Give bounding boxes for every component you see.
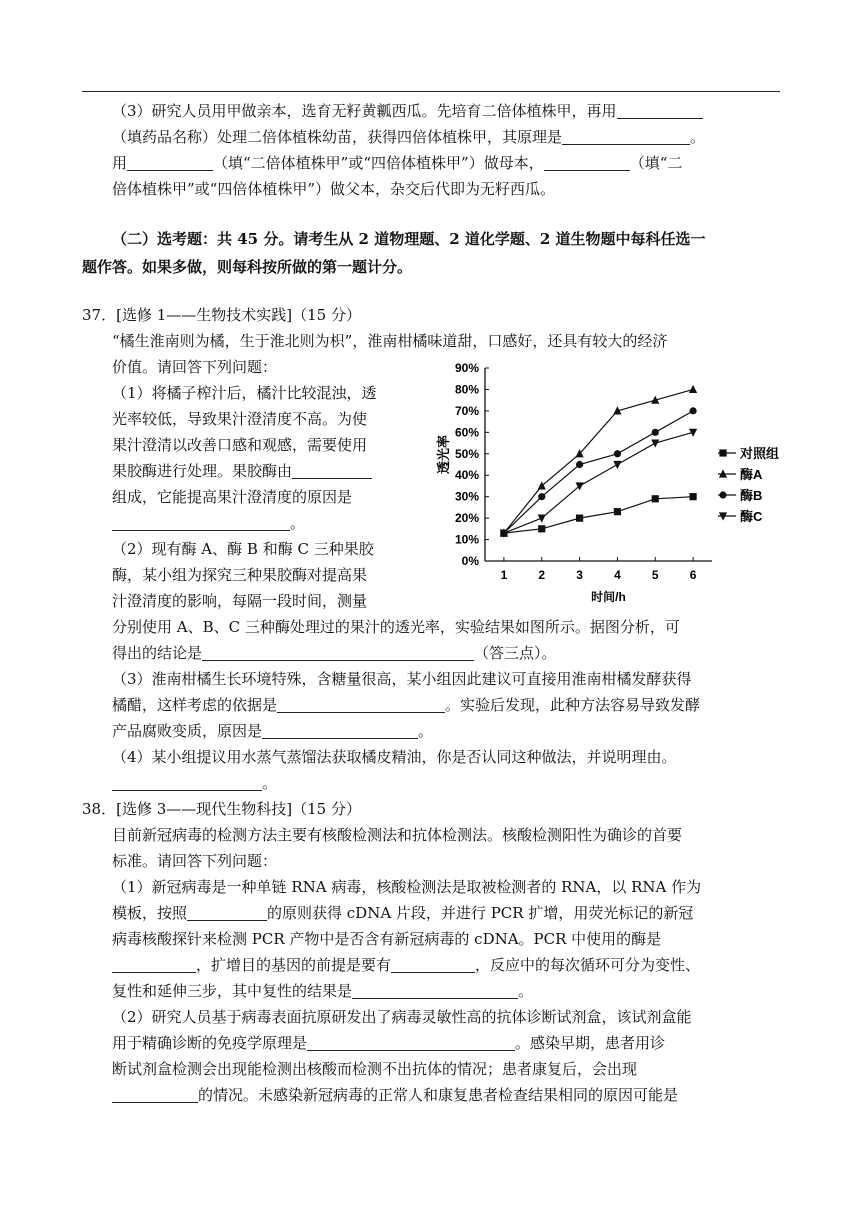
series-line xyxy=(504,497,693,533)
legend-label: 酶B xyxy=(740,488,763,503)
q38-p1-line-4: ，扩增目的基因的前提是要有 ，反应中的每次循环可分为变性、 xyxy=(112,952,700,978)
legend-item xyxy=(718,509,763,524)
q37-p3-line-1: （3）淮南柑橘生长环境特殊，含糖量很高，某小组因此建议可直接用淮南柑橘发酵获得 xyxy=(112,670,692,688)
y-tick-label: 70% xyxy=(454,403,479,418)
q38-p1-line-2: 模板，按照 的原则获得 cDNA 片段，并进行 PCR 扩增，用荧光标记的新冠 xyxy=(112,904,694,922)
series-line xyxy=(504,389,693,533)
section2-line-1: （二）选考题：共 45 分。请考生从 2 道物理题、2 道化学题、2 道生物题中每科任选一 xyxy=(112,230,706,248)
q3-line-3: 用 （填“二倍体植株甲”或“四倍体植株甲”）做母本， （填“二 xyxy=(112,154,683,172)
q37-p4-line-1: （4）某小组提议用水蒸气蒸馏法获取橘皮精油，你是否认同这种做法，并说明理由。 xyxy=(112,748,677,766)
legend-label: 酶A xyxy=(740,467,763,482)
data-point xyxy=(575,482,583,490)
answer-blank[interactable] xyxy=(127,152,213,171)
answer-blank[interactable] xyxy=(277,694,445,713)
y-tick-label: 0% xyxy=(461,554,479,568)
q37-p1-line-6: 。 xyxy=(112,510,305,536)
legend-label: 对照组 xyxy=(740,446,780,461)
y-tick-label: 20% xyxy=(454,511,479,526)
q37-title: 37．[选修 1——生物技术实践]（15 分） xyxy=(82,306,361,324)
q37-p2-line-3: 汁澄清度的影响，每隔一段时间，测量 xyxy=(112,592,368,610)
transmittance-line-chart xyxy=(436,358,780,608)
q37-p2-line-1: （2）现有酶 A、酶 B 和酶 C 三种果胶 xyxy=(112,540,374,558)
data-point xyxy=(538,481,546,489)
answer-blank[interactable] xyxy=(187,902,267,921)
y-tick-label: 60% xyxy=(454,425,479,440)
data-point xyxy=(614,450,621,457)
data-point xyxy=(538,525,545,532)
q37-p3-line-2: 橘醋，这样考虑的依据是 。实验后发现，此种方法容易导致发酵 xyxy=(112,696,701,714)
q38-p2-line-3: 断试剂盒检测会出现能检测出核酸而检测不出抗体的情况；患者康复后，会出现 xyxy=(112,1060,638,1078)
q37-p2-line-5: 得出的结论是 （答三点）。 xyxy=(112,644,557,662)
answer-blank[interactable] xyxy=(112,512,290,531)
header-rule xyxy=(82,91,780,92)
q37-p1-line-2: 光率较低，导致果汁澄清度不高。为使 xyxy=(112,410,368,428)
data-point xyxy=(651,439,659,447)
q37-intro-2: 价值。请回答下列问题： xyxy=(112,358,278,376)
section2-line-2: 题作答。如果多做，则每科按所做的第一题计分。 xyxy=(82,258,413,276)
data-point xyxy=(576,461,583,468)
answer-blank[interactable] xyxy=(617,100,703,119)
q37-p1-line-5: 组成，它能提高果汁澄清度的原因是 xyxy=(112,488,353,506)
q38-p2-line-2: 用于精确诊断的免疫学原理是 。感染早期，患者用诊 xyxy=(112,1034,666,1052)
q37-p2-line-4: 分别使用 A、B、C 三种酶处理过的果汁的透光率，实验结果如图所示。据图分析，可 xyxy=(112,618,680,636)
series-4 xyxy=(500,429,697,538)
x-tick-label: 2 xyxy=(538,568,546,582)
q38-p2-line-4: 的情况。未感染新冠病毒的正常人和康复患者检查结果相同的原因可能是 xyxy=(112,1082,678,1108)
x-tick-label: 4 xyxy=(614,568,621,582)
data-point xyxy=(652,429,659,436)
legend-marker xyxy=(719,491,726,498)
y-tick-label: 90% xyxy=(454,361,479,375)
series-2 xyxy=(500,385,697,537)
x-tick-label: 5 xyxy=(651,568,659,582)
q3-line-1: （3）研究人员用甲做亲本，选育无籽黄瓤西瓜。先培育二倍体植株甲，再用 xyxy=(112,98,703,124)
q37-p1-line-3: 果汁澄清以改善口感和观感，需要使用 xyxy=(112,436,368,454)
data-point xyxy=(576,515,583,522)
data-point xyxy=(538,493,545,500)
answer-blank[interactable] xyxy=(307,1032,515,1051)
legend-label: 酶C xyxy=(740,509,763,524)
y-tick-label: 50% xyxy=(454,446,479,461)
legend-item xyxy=(718,467,763,482)
q38-title: 38．[选修 3——现代生物科技]（15 分） xyxy=(82,800,361,818)
y-tick-label: 30% xyxy=(454,489,479,504)
legend-marker xyxy=(719,449,726,456)
answer-blank[interactable] xyxy=(292,460,372,479)
q38-intro-2: 标准。请回答下列问题： xyxy=(112,852,278,870)
answer-blank[interactable] xyxy=(262,720,418,739)
data-point xyxy=(689,407,696,414)
q37-p1-line-4: 果胶酶进行处理。果胶酶由 xyxy=(112,458,372,484)
legend-item xyxy=(718,488,762,503)
q38-p2-line-1: （2）研究人员基于病毒表面抗原研发出了病毒灵敏性高的抗体诊断试剂盒，该试剂盒能 xyxy=(112,1008,692,1026)
y-tick-label: 40% xyxy=(454,468,479,483)
answer-blank[interactable] xyxy=(391,954,475,973)
legend-item xyxy=(718,446,779,461)
answer-blank[interactable] xyxy=(112,772,262,791)
answer-blank[interactable] xyxy=(112,1084,198,1103)
y-axis-label: 透光率 xyxy=(436,434,451,475)
data-point xyxy=(689,493,696,500)
q37-p2-line-2: 酶，某小组为探究三种果胶酶对提高果 xyxy=(112,566,368,584)
q38-p1-line-5: 复性和延伸三步，其中复性的结果是 。 xyxy=(112,982,534,1000)
q3-line-4: 倍体植株甲”或“四倍体植株甲”）做父本，杂交后代即为无籽西瓜。 xyxy=(112,180,556,198)
series-3 xyxy=(500,407,696,536)
data-point xyxy=(652,495,659,502)
data-point xyxy=(689,385,697,393)
y-tick-label: 80% xyxy=(454,382,479,397)
x-tick-label: 1 xyxy=(500,568,508,582)
answer-blank[interactable] xyxy=(544,152,630,171)
q37-p4-line-2: 。 xyxy=(112,770,277,796)
series-1 xyxy=(500,493,696,537)
q38-p1-line-3: 病毒核酸探针来检测 PCR 产物中是否含有新冠病毒的 cDNA。PCR 中使用的酶是 xyxy=(112,930,662,948)
answer-blank[interactable] xyxy=(202,642,474,661)
x-axis-label: 时间/h xyxy=(591,590,626,604)
answer-blank[interactable] xyxy=(352,980,518,999)
q37-p3-line-3: 产品腐败变质，原因是 。 xyxy=(112,722,434,740)
data-point xyxy=(613,461,621,469)
y-tick-label: 10% xyxy=(454,532,479,547)
x-tick-label: 3 xyxy=(576,568,583,582)
q37-intro-1: “橘生淮南则为橘，生于淮北则为枳”，淮南柑橘味道甜，口感好，还具有较大的经济 xyxy=(112,332,668,350)
series-line xyxy=(504,432,693,533)
answer-blank[interactable] xyxy=(112,954,196,973)
data-point xyxy=(614,508,621,515)
q37-p1-line-1: （1）将橘子榨汁后，橘汁比较混浊，透 xyxy=(112,384,377,402)
x-tick-label: 6 xyxy=(689,568,697,582)
answer-blank[interactable] xyxy=(562,126,690,145)
q38-intro-1: 目前新冠病毒的检测方法主要有核酸检测法和抗体检测法。核酸检测阳性为确诊的首要 xyxy=(112,826,683,844)
q3-line-2: （填药品名称）处理二倍体植株幼苗，获得四倍体植株甲，其原理是 。 xyxy=(112,128,706,146)
q38-p1-line-1: （1）新冠病毒是一种单链 RNA 病毒，核酸检测法是取被检测者的 RNA，以 RNA 作为 xyxy=(112,878,702,896)
